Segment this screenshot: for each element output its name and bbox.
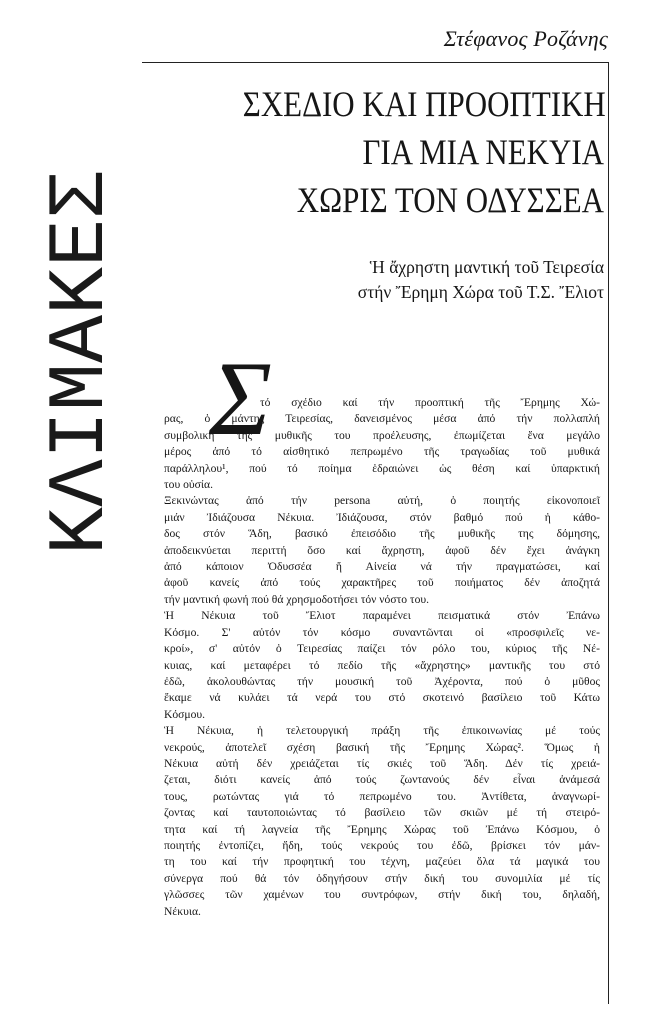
body-line: τη του καί τήν προφητική του τέχνη, μαζεύει ὅλα τά μαγικά του	[164, 855, 600, 869]
title-line: ΧΩΡΙΣ ΤΟΝ ΟΔΥΣΣΕΑ	[296, 180, 604, 220]
article-subtitle	[164, 255, 604, 305]
body-line: ἀπό κάποιον Ὀδυσσέα ἤ Αἰνεία νά τήν πραγματώσει, καί	[164, 560, 600, 574]
author-name: Στέφανος Ροζάνης	[443, 26, 608, 51]
body-line: Νέκυια αὐτή δέν χρειάζεται τίς σκιές τοῦ Ἅδη. Δέν τίς χρειά-	[164, 756, 600, 770]
body-line: τό σχέδιο καί τήν προοπτική τῆς Ἔρημης Χώ-	[260, 396, 600, 409]
body-line: κροί», σ' αὐτόν ὁ Τειρεσίας παίζει τόν ρόλο του, κύριος τῆς Νέ-	[164, 642, 600, 656]
body-line: τήν μαντική φωνή πού θά χρησμοδοτήσει τόν νόστο του.	[164, 592, 430, 606]
body-line: μιάν Ἰδιάζουσα Νέκυια. Ἰδιάζουσα, στόν βαθμό πού ἡ κάθο-	[164, 510, 600, 524]
body-line: νεκρούς, ἀποτελεῖ σχέση βασική τῆς Ἔρημης Χώρας². Ὅμως ἡ	[164, 740, 600, 754]
body-line: ζοντας καί ταυτοποιώντας τό βασίλειο τῶν σκιῶν μέ τή στειρό-	[164, 806, 600, 820]
body-line: Νέκυια.	[164, 904, 201, 918]
page-frame-right-rule	[608, 62, 609, 1004]
body-line: ἔκαμε νά κυλάει τά νερά του στό σκοτεινό βασίλειο τοῦ Κάτω	[164, 691, 600, 705]
subtitle-line: Ἡ ἄχρηστη μαντική τοῦ Τειρεσία	[369, 257, 604, 277]
article-body	[164, 395, 600, 920]
subtitle-line: στήν Ἔρημη Χώρα τοῦ Τ.Σ. Ἔλιοτ	[357, 282, 604, 302]
body-line: κυιας, καί μεταφέρει τό πεδίο τῆς «ἄχρηστης» μαντικῆς του στό	[164, 658, 600, 672]
body-line: ἀφοῦ κανείς ἀπό τούς χαρακτῆρες τοῦ ποιήματος δέν ἀποζητά	[164, 576, 600, 590]
body-line: Ἡ Νέκυια, ἡ τελετουργική πράξη τῆς ἐπικοινωνίας μέ τούς	[164, 724, 600, 738]
body-line: Ξεκινώντας ἀπό τήν persona αὐτή, ὁ ποιητής εἰκονοποιεῖ	[164, 494, 600, 508]
body-line: ζεται, διότι κανείς ἀπό τούς ζωντανούς δέν εἶναι ἀνάμεσά	[164, 773, 600, 787]
body-line: ἐδῶ, ἀκολουθώντας τήν μουσική τοῦ Ἀχέροντα, πού ὁ μῦθος	[164, 674, 600, 688]
body-line: μέρος ἀπό τό αἰσθητικό πεπρωμένο τῆς τραγωδίας τοῦ μυθικά	[164, 445, 600, 459]
body-line: Κόσμου.	[164, 707, 206, 721]
title-line: ΣΧΕΔΙΟ ΚΑΙ ΠΡΟΟΠΤΙΚΗ	[242, 84, 606, 124]
section-label: ΚΛΙΜΑΚΕΣ	[36, 170, 127, 556]
body-line: τητα καί τή λαγνεία τῆς Ἔρημης Χώρας τοῦ Ἐπάνω Κόσμου, ὁ	[164, 822, 600, 836]
body-line: τους, ρωτώντας γιά τό πεπρωμένο του. Ἀντίθετα, ἀναγνωρί-	[164, 789, 600, 803]
body-line: παράλληλου¹, πού τό ποίημα ἑδραιώνει ὡς θέση καί ὑπαρκτική	[164, 461, 600, 475]
body-line: ἀποδεικνύεται περιττή ὅσο καί ἄχρηστη, ἀφοῦ δέν ἔχει ἀνάγκη	[164, 543, 600, 557]
body-line: του οὐσία.	[164, 478, 213, 492]
body-line: Ἡ Νέκυια τοῦ Ἔλιοτ παραμένει πεισματικά στόν Ἐπάνω	[164, 609, 600, 623]
body-line: Κόσμο. Σ' αὐτόν τόν κόσμο συναντῶνται οἱ «προσφιλεῖς νε-	[164, 625, 600, 639]
body-line: ποιητής ἐντοπίζει, ἤδη, τούς νεκρούς του ἐδῶ, βρίσκει τόν μάν-	[164, 838, 600, 852]
drop-cap: Σ	[209, 340, 272, 457]
section-label-area	[36, 78, 127, 648]
article-title	[243, 80, 604, 224]
body-line: ρας, ὁ μάντης Τειρεσίας, δανεισμένος μέσα ἀπό τήν πολλαπλή	[164, 412, 600, 426]
header-rule	[142, 62, 608, 63]
body-line: δος στόν Ἅδη, βασικό ἐπεισόδιο τῆς μυθικῆς της δόμησης,	[164, 527, 600, 541]
title-line: ΓΙΑ ΜΙΑ ΝΕΚΥΙΑ	[362, 132, 604, 172]
body-line: γλῶσσες τῶν χαμένων του συντρόφων, στήν δική του, δηλαδή,	[164, 888, 600, 902]
body-line: σύνεργα πού θά τόν ὁδηγήσουν στήν δική του συνομιλία μέ τίς	[164, 871, 600, 885]
body-line: συμβολική τῆς μυθικῆς του προέλευσης, ἐπωμίζεται ἕνα μεγάλο	[164, 428, 600, 442]
